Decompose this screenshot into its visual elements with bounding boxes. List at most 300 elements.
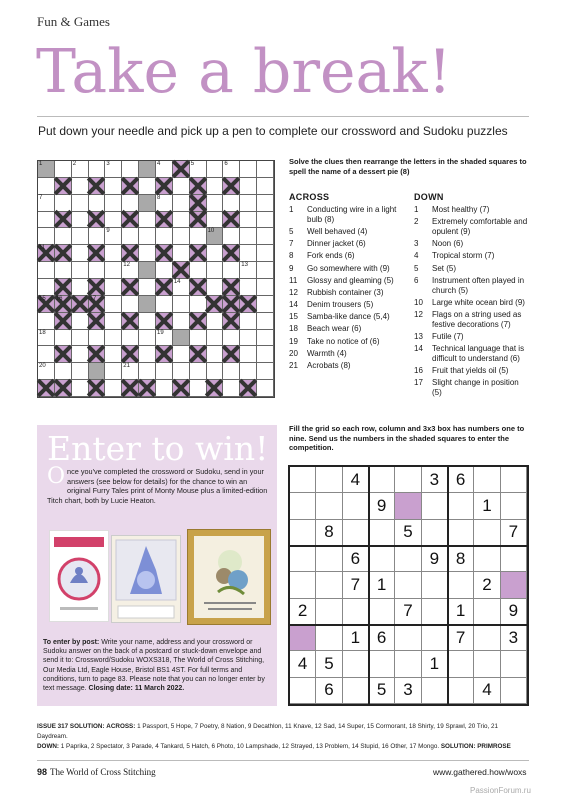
sudoku-empty-cell[interactable] — [422, 625, 448, 651]
sudoku-empty-cell[interactable] — [290, 467, 316, 493]
crossword-blocked-cell — [55, 212, 72, 229]
crossword-cell[interactable] — [223, 330, 240, 347]
crossword-blocked-cell — [223, 178, 240, 195]
sudoku-given-cell: 4 — [290, 651, 316, 677]
down-clue-list — [414, 205, 529, 400]
down-clue-12 — [414, 310, 529, 330]
crossword-cell[interactable] — [257, 178, 274, 195]
crossword-cell[interactable] — [207, 212, 224, 229]
crossword-cell[interactable] — [72, 195, 89, 212]
crossword-cell[interactable] — [207, 330, 224, 347]
sudoku-given-cell: 1 — [369, 572, 395, 598]
sudoku-empty-cell[interactable] — [316, 572, 342, 598]
crossword-cell[interactable] — [139, 178, 156, 195]
footer-url[interactable]: www.gathered.how/woxs — [433, 767, 527, 777]
crossword-clue-number: 12 — [123, 262, 130, 269]
crossword-blocked-cell — [89, 245, 106, 262]
clue-text: Dinner jacket (6) — [307, 239, 366, 249]
crossword-cell[interactable] — [139, 363, 156, 380]
crossword-cell[interactable] — [38, 212, 55, 229]
sudoku-empty-cell[interactable] — [290, 572, 316, 598]
sudoku-empty-cell[interactable] — [474, 520, 500, 546]
sudoku-empty-cell[interactable] — [369, 599, 395, 625]
crossword-cell[interactable] — [72, 262, 89, 279]
clue-text: Beach wear (6) — [307, 324, 362, 334]
crossword-cell[interactable] — [223, 380, 240, 397]
crossword-cell[interactable] — [173, 178, 190, 195]
crossword-cell[interactable] — [223, 195, 240, 212]
crossword-cell[interactable] — [38, 195, 55, 212]
crossword-cell[interactable] — [89, 262, 106, 279]
crossword-cell[interactable] — [72, 212, 89, 229]
crossword-cell[interactable] — [173, 212, 190, 229]
sudoku-empty-cell[interactable] — [290, 493, 316, 519]
sudoku-empty-cell[interactable] — [448, 651, 474, 677]
crossword-blocked-cell — [122, 380, 139, 397]
down-clue-5 — [414, 264, 529, 274]
sudoku-empty-cell[interactable] — [316, 467, 342, 493]
crossword-clue-number: 8 — [157, 194, 161, 201]
crossword-clue-number: 5 — [190, 161, 195, 167]
clue-number: 10 — [414, 297, 423, 307]
crossword-cell[interactable] — [105, 380, 122, 397]
crossword-blocked-cell — [190, 279, 207, 296]
section-label: Fun & Games — [37, 14, 110, 29]
down-clue-6 — [414, 276, 529, 296]
clue-number: 11 — [289, 275, 298, 285]
sudoku-empty-cell[interactable] — [474, 546, 500, 572]
down-clue-1 — [414, 205, 529, 215]
clue-number: 7 — [289, 239, 294, 249]
crossword-blocked-cell — [122, 279, 139, 296]
crossword-cell[interactable] — [240, 330, 257, 347]
crossword-cell[interactable] — [105, 245, 122, 262]
sudoku-given-cell: 2 — [474, 572, 500, 598]
sudoku-empty-cell[interactable] — [501, 493, 527, 519]
clue-number: 21 — [289, 361, 298, 371]
sudoku-empty-cell[interactable] — [501, 651, 527, 677]
sudoku-empty-cell[interactable] — [316, 546, 342, 572]
down-clue-13 — [414, 332, 529, 342]
sudoku-given-cell: 8 — [316, 520, 342, 546]
clue-text: Tropical storm (7) — [432, 251, 495, 261]
clue-text: Noon (6) — [432, 239, 464, 249]
crossword-cell[interactable] — [38, 228, 55, 245]
crossword-cell[interactable] — [122, 195, 139, 212]
crossword-blocked-cell — [156, 313, 173, 330]
crossword-cell[interactable] — [38, 313, 55, 330]
sudoku-given-cell: 9 — [501, 599, 527, 625]
crossword-cell[interactable] — [173, 195, 190, 212]
sudoku-empty-cell[interactable] — [448, 678, 474, 704]
crossword-cell[interactable] — [122, 228, 139, 245]
crossword-blocked-cell — [38, 296, 55, 313]
crossword-cell[interactable] — [139, 346, 156, 363]
crossword-cell[interactable] — [105, 330, 122, 347]
crossword-blocked-cell — [240, 296, 257, 313]
crossword-blocked-cell — [89, 380, 106, 397]
crossword-blocked-cell — [223, 346, 240, 363]
crossword-cell[interactable] — [122, 363, 139, 380]
crossword-clue-number: 11 — [39, 245, 46, 252]
across-clue-8 — [289, 251, 404, 261]
crossword-shaded-cell[interactable] — [89, 363, 106, 380]
sudoku-empty-cell[interactable] — [290, 546, 316, 572]
down-clue-16 — [414, 366, 529, 376]
crossword-cell[interactable] — [105, 262, 122, 279]
crossword-cell[interactable] — [257, 363, 274, 380]
crossword-clue-number: 19 — [157, 329, 164, 336]
down-clue-10 — [414, 298, 529, 308]
crossword-clue-number: 4 — [157, 161, 161, 167]
crossword-cell[interactable] — [105, 195, 122, 212]
crossword-blocked-cell — [55, 296, 72, 313]
sudoku-empty-cell[interactable] — [474, 651, 500, 677]
sudoku-empty-cell[interactable] — [343, 678, 369, 704]
crossword-cell[interactable] — [223, 363, 240, 380]
crossword-cell[interactable] — [38, 279, 55, 296]
crossword-cell[interactable] — [105, 296, 122, 313]
sudoku-empty-cell[interactable] — [343, 651, 369, 677]
crossword-shaded-cell[interactable] — [207, 228, 224, 245]
down-answers: 1 Paprika, 2 Spectator, 3 Parade, 4 Tankard, 5 Hatch, 6 Photo, 10 Lampshade, 12 Strayed, 13 Problem, 14 Stupid, 16 Other, 17 Mongo. — [60, 743, 440, 750]
sudoku-empty-cell[interactable] — [343, 493, 369, 519]
crossword-cell[interactable] — [105, 212, 122, 229]
sudoku-instruction: Fill the grid so each row, column and 3x3 box has numbers one to nine. Send us the numbers in the shaded squares to enter the competition. — [289, 424, 525, 453]
sudoku-empty-cell[interactable] — [290, 678, 316, 704]
across-clue-21 — [289, 361, 404, 371]
sudoku-empty-cell[interactable] — [343, 599, 369, 625]
crossword-blocked-cell — [190, 178, 207, 195]
crossword-cell[interactable] — [105, 346, 122, 363]
sudoku-empty-cell[interactable] — [422, 493, 448, 519]
sudoku-empty-cell[interactable] — [369, 520, 395, 546]
clue-text: Acrobats (8) — [307, 361, 351, 371]
crossword-cell[interactable] — [240, 178, 257, 195]
sudoku-empty-cell[interactable] — [395, 546, 421, 572]
sudoku-empty-cell[interactable] — [501, 678, 527, 704]
clue-text: Futile (7) — [432, 331, 464, 341]
crossword-cell[interactable] — [257, 228, 274, 245]
clue-number: 12 — [414, 309, 423, 319]
crossword-cell[interactable] — [257, 195, 274, 212]
crossword-clue-number: 6 — [224, 161, 228, 167]
crossword-cell[interactable] — [240, 346, 257, 363]
sudoku-empty-cell[interactable] — [448, 572, 474, 598]
crossword-blocked-cell — [55, 178, 72, 195]
post-label: To enter by post: — [43, 639, 100, 646]
crossword-cell[interactable] — [72, 228, 89, 245]
crossword-cell[interactable] — [190, 363, 207, 380]
crossword-cell[interactable] — [207, 363, 224, 380]
sudoku-empty-cell[interactable] — [501, 546, 527, 572]
framed-print-canvas — [194, 536, 264, 618]
down-clue-2 — [414, 217, 529, 237]
clue-number: 8 — [289, 251, 294, 261]
crossword-cell[interactable] — [105, 363, 122, 380]
clue-number: 1 — [414, 205, 419, 214]
crossword-cell[interactable] — [257, 296, 274, 313]
crossword-cell[interactable] — [156, 262, 173, 279]
clue-text: Denim trousers (5) — [307, 300, 374, 310]
crossword-cell[interactable] — [122, 262, 139, 279]
sudoku-given-cell: 1 — [474, 493, 500, 519]
clue-text: Go somewhere with (9) — [307, 263, 390, 273]
crossword-cell[interactable] — [190, 262, 207, 279]
crossword-cell[interactable] — [240, 245, 257, 262]
sudoku-empty-cell[interactable] — [395, 625, 421, 651]
clue-number: 19 — [289, 336, 298, 346]
crossword-cell[interactable] — [173, 346, 190, 363]
sudoku-empty-cell[interactable] — [290, 520, 316, 546]
competition-title: Enter to win! — [47, 429, 269, 468]
down-heading: DOWN — [414, 192, 444, 202]
sudoku-empty-cell[interactable] — [369, 651, 395, 677]
clue-text: Conducting wire in a light bulb (8) — [307, 205, 397, 224]
sudoku-given-cell: 6 — [316, 678, 342, 704]
crossword-cell[interactable] — [139, 245, 156, 262]
crossword-blocked-cell — [156, 279, 173, 296]
crossword-clue-number: 3 — [106, 161, 110, 167]
crossword-cell[interactable] — [190, 161, 207, 178]
crossword-cell[interactable] — [173, 228, 190, 245]
clue-text: Set (5) — [432, 263, 457, 273]
sudoku-empty-cell[interactable] — [422, 572, 448, 598]
crossword-cell[interactable] — [38, 346, 55, 363]
sudoku-empty-cell[interactable] — [422, 678, 448, 704]
crossword-cell[interactable] — [257, 346, 274, 363]
crossword-blocked-cell — [223, 245, 240, 262]
crossword-shaded-cell[interactable] — [38, 161, 55, 178]
clue-number: 9 — [289, 263, 294, 273]
clue-number: 14 — [414, 344, 423, 354]
crossword-cell[interactable] — [257, 330, 274, 347]
crossword-cell[interactable] — [207, 195, 224, 212]
crossword-cell[interactable] — [139, 279, 156, 296]
crossword-cell[interactable] — [105, 279, 122, 296]
crossword-cell[interactable] — [257, 279, 274, 296]
crossword-cell[interactable] — [156, 380, 173, 397]
sudoku-given-cell: 9 — [422, 546, 448, 572]
crossword-blocked-cell — [55, 245, 72, 262]
crossword-cell[interactable] — [139, 212, 156, 229]
crossword-grid[interactable] — [37, 160, 275, 398]
crossword-cell[interactable] — [89, 195, 106, 212]
across-answers: 1 Passport, 5 Hope, 7 Poetry, 8 Nation, 9 Decathlon, 11 Knave, 12 Sad, 14 Super, 15 Cormorant, 18 Shirty, 19 Sprawl, 20 Trio, 21 Daydream. — [37, 723, 498, 740]
crossword-cell[interactable] — [72, 346, 89, 363]
crossword-cell[interactable] — [105, 228, 122, 245]
crossword-cell[interactable] — [55, 161, 72, 178]
crossword-cell[interactable] — [207, 346, 224, 363]
sudoku-empty-cell[interactable] — [448, 493, 474, 519]
sudoku-given-cell: 4 — [343, 467, 369, 493]
sudoku-empty-cell[interactable] — [369, 467, 395, 493]
sudoku-given-cell: 5 — [369, 678, 395, 704]
crossword-cell[interactable] — [240, 262, 257, 279]
clue-number: 15 — [289, 312, 298, 322]
crossword-cell[interactable] — [38, 262, 55, 279]
footer-divider — [37, 760, 529, 761]
crossword-blocked-cell — [89, 313, 106, 330]
sudoku-given-cell: 3 — [395, 678, 421, 704]
crossword-cell[interactable] — [257, 313, 274, 330]
crossword-clue-number: 2 — [72, 161, 77, 167]
crossword-cell[interactable] — [122, 330, 139, 347]
crossword-cell[interactable] — [72, 161, 89, 178]
crossword-clue-number: 20 — [39, 363, 46, 370]
sudoku-given-cell: 6 — [369, 625, 395, 651]
clue-number: 3 — [414, 239, 419, 249]
crossword-cell[interactable] — [156, 363, 173, 380]
crossword-cell[interactable] — [55, 262, 72, 279]
sudoku-empty-cell[interactable] — [316, 493, 342, 519]
crossword-cell[interactable] — [257, 380, 274, 397]
clue-number: 5 — [289, 226, 294, 236]
crossword-cell[interactable] — [240, 212, 257, 229]
mouse-print-icon — [194, 536, 266, 620]
crossword-blocked-cell — [223, 279, 240, 296]
crossword-cell[interactable] — [173, 363, 190, 380]
crossword-cell[interactable] — [240, 279, 257, 296]
sudoku-given-cell: 7 — [343, 572, 369, 598]
crossword-cell[interactable] — [240, 363, 257, 380]
crossword-cell[interactable] — [72, 330, 89, 347]
clue-number: 4 — [414, 251, 419, 261]
crossword-shaded-cell[interactable] — [139, 262, 156, 279]
crossword-clue-number: 7 — [39, 194, 43, 201]
crossword-cell[interactable] — [89, 330, 106, 347]
crossword-cell[interactable] — [38, 363, 55, 380]
sudoku-empty-cell[interactable] — [343, 520, 369, 546]
crossword-shaded-cell[interactable] — [139, 161, 156, 178]
clue-text: Warmth (4) — [307, 348, 347, 358]
sudoku-empty-cell[interactable] — [474, 599, 500, 625]
competition-body-text: nce you've completed the crossword or Sudoku, send in your answers (see below for details) for the chance to win an original Furry Tales print of Monty Mouse plus a limited-edition Titch chart, both by Lucie Heaton. — [47, 467, 268, 505]
crossword-blocked-cell — [122, 313, 139, 330]
crossword-blocked-cell — [55, 313, 72, 330]
crossword-cell[interactable] — [38, 178, 55, 195]
crossword-cell[interactable] — [89, 161, 106, 178]
sudoku-empty-cell[interactable] — [395, 651, 421, 677]
crossword-cell[interactable] — [72, 363, 89, 380]
crossword-cell[interactable] — [173, 279, 190, 296]
crossword-cell[interactable] — [240, 195, 257, 212]
sudoku-shaded-cell[interactable] — [290, 625, 316, 651]
crossword-cell[interactable] — [223, 228, 240, 245]
crossword-cell[interactable] — [38, 330, 55, 347]
crossword-cell[interactable] — [139, 313, 156, 330]
crossword-clue-number: 1 — [39, 161, 43, 167]
sudoku-empty-cell[interactable] — [501, 467, 527, 493]
crossword-blocked-cell — [156, 212, 173, 229]
sudoku-given-cell: 2 — [290, 599, 316, 625]
crossword-blocked-cell — [156, 178, 173, 195]
intro-text: Put down your needle and pick up a pen to complete our crossword and Sudoku puzzles — [38, 124, 508, 138]
crossword-cell[interactable] — [139, 228, 156, 245]
crossword-cell[interactable] — [122, 296, 139, 313]
crossword-shaded-cell[interactable] — [173, 330, 190, 347]
sudoku-empty-cell[interactable] — [474, 625, 500, 651]
clue-text: Well behaved (4) — [307, 226, 368, 236]
crossword-cell[interactable] — [173, 313, 190, 330]
crossword-blocked-cell — [207, 380, 224, 397]
crossword-cell[interactable] — [173, 296, 190, 313]
crossword-cell[interactable] — [122, 161, 139, 178]
crossword-cell[interactable] — [240, 228, 257, 245]
crossword-cell[interactable] — [207, 161, 224, 178]
crossword-cell[interactable] — [55, 363, 72, 380]
title-divider — [37, 116, 529, 117]
crossword-cell[interactable] — [105, 161, 122, 178]
sudoku-empty-cell[interactable] — [316, 625, 342, 651]
clue-text: Slight change in position (5) — [432, 378, 519, 398]
sudoku-shaded-cell[interactable] — [395, 493, 421, 519]
crossword-cell[interactable] — [156, 228, 173, 245]
sudoku-empty-cell[interactable] — [395, 572, 421, 598]
crossword-cell[interactable] — [207, 245, 224, 262]
sudoku-empty-cell[interactable] — [448, 520, 474, 546]
sudoku-empty-cell[interactable] — [422, 599, 448, 625]
crossword-cell[interactable] — [257, 161, 274, 178]
crossword-cell[interactable] — [223, 262, 240, 279]
sudoku-given-cell: 5 — [316, 651, 342, 677]
down-clue-3 — [414, 239, 529, 249]
sudoku-given-cell: 4 — [474, 678, 500, 704]
crossword-blocked-cell — [89, 279, 106, 296]
crossword-blocked-cell — [38, 245, 55, 262]
across-clue-19 — [289, 337, 404, 347]
crossword-cell[interactable] — [207, 262, 224, 279]
crossword-blocked-cell — [156, 346, 173, 363]
clue-text: Most healthy (7) — [432, 205, 490, 214]
clue-number: 18 — [289, 324, 298, 334]
crossword-cell[interactable] — [257, 245, 274, 262]
crossword-cell[interactable] — [156, 161, 173, 178]
crossword-cell[interactable] — [223, 161, 240, 178]
crossword-cell[interactable] — [139, 330, 156, 347]
crossword-shaded-cell[interactable] — [139, 296, 156, 313]
crossword-cell[interactable] — [156, 296, 173, 313]
clue-text: Fruit that yields oil (5) — [432, 366, 509, 376]
sudoku-empty-cell[interactable] — [316, 599, 342, 625]
clue-text: Fork ends (6) — [307, 251, 355, 261]
crossword-cell[interactable] — [240, 161, 257, 178]
crossword-blocked-cell — [89, 346, 106, 363]
crossword-blocked-cell — [55, 346, 72, 363]
sudoku-empty-cell[interactable] — [395, 467, 421, 493]
crossword-cell[interactable] — [240, 313, 257, 330]
crossword-cell[interactable] — [257, 262, 274, 279]
footer-left — [37, 767, 156, 777]
crossword-cell[interactable] — [72, 245, 89, 262]
across-label: ACROSS: — [106, 723, 136, 730]
across-clue-9 — [289, 264, 404, 274]
crossword-cell[interactable] — [173, 245, 190, 262]
crossword-cell[interactable] — [257, 212, 274, 229]
clue-text: Instrument often played in church (5) — [432, 275, 525, 295]
crossword-shaded-cell[interactable] — [139, 195, 156, 212]
sudoku-empty-cell[interactable] — [474, 467, 500, 493]
sudoku-grid[interactable] — [288, 465, 529, 706]
clue-text: Rubbish container (3) — [307, 287, 384, 297]
sudoku-empty-cell[interactable] — [369, 546, 395, 572]
crossword-blocked-cell — [122, 245, 139, 262]
across-clue-11 — [289, 276, 404, 286]
sudoku-shaded-cell[interactable] — [501, 572, 527, 598]
crossword-cell[interactable] — [89, 228, 106, 245]
sudoku-empty-cell[interactable] — [422, 520, 448, 546]
crossword-blocked-cell — [173, 262, 190, 279]
